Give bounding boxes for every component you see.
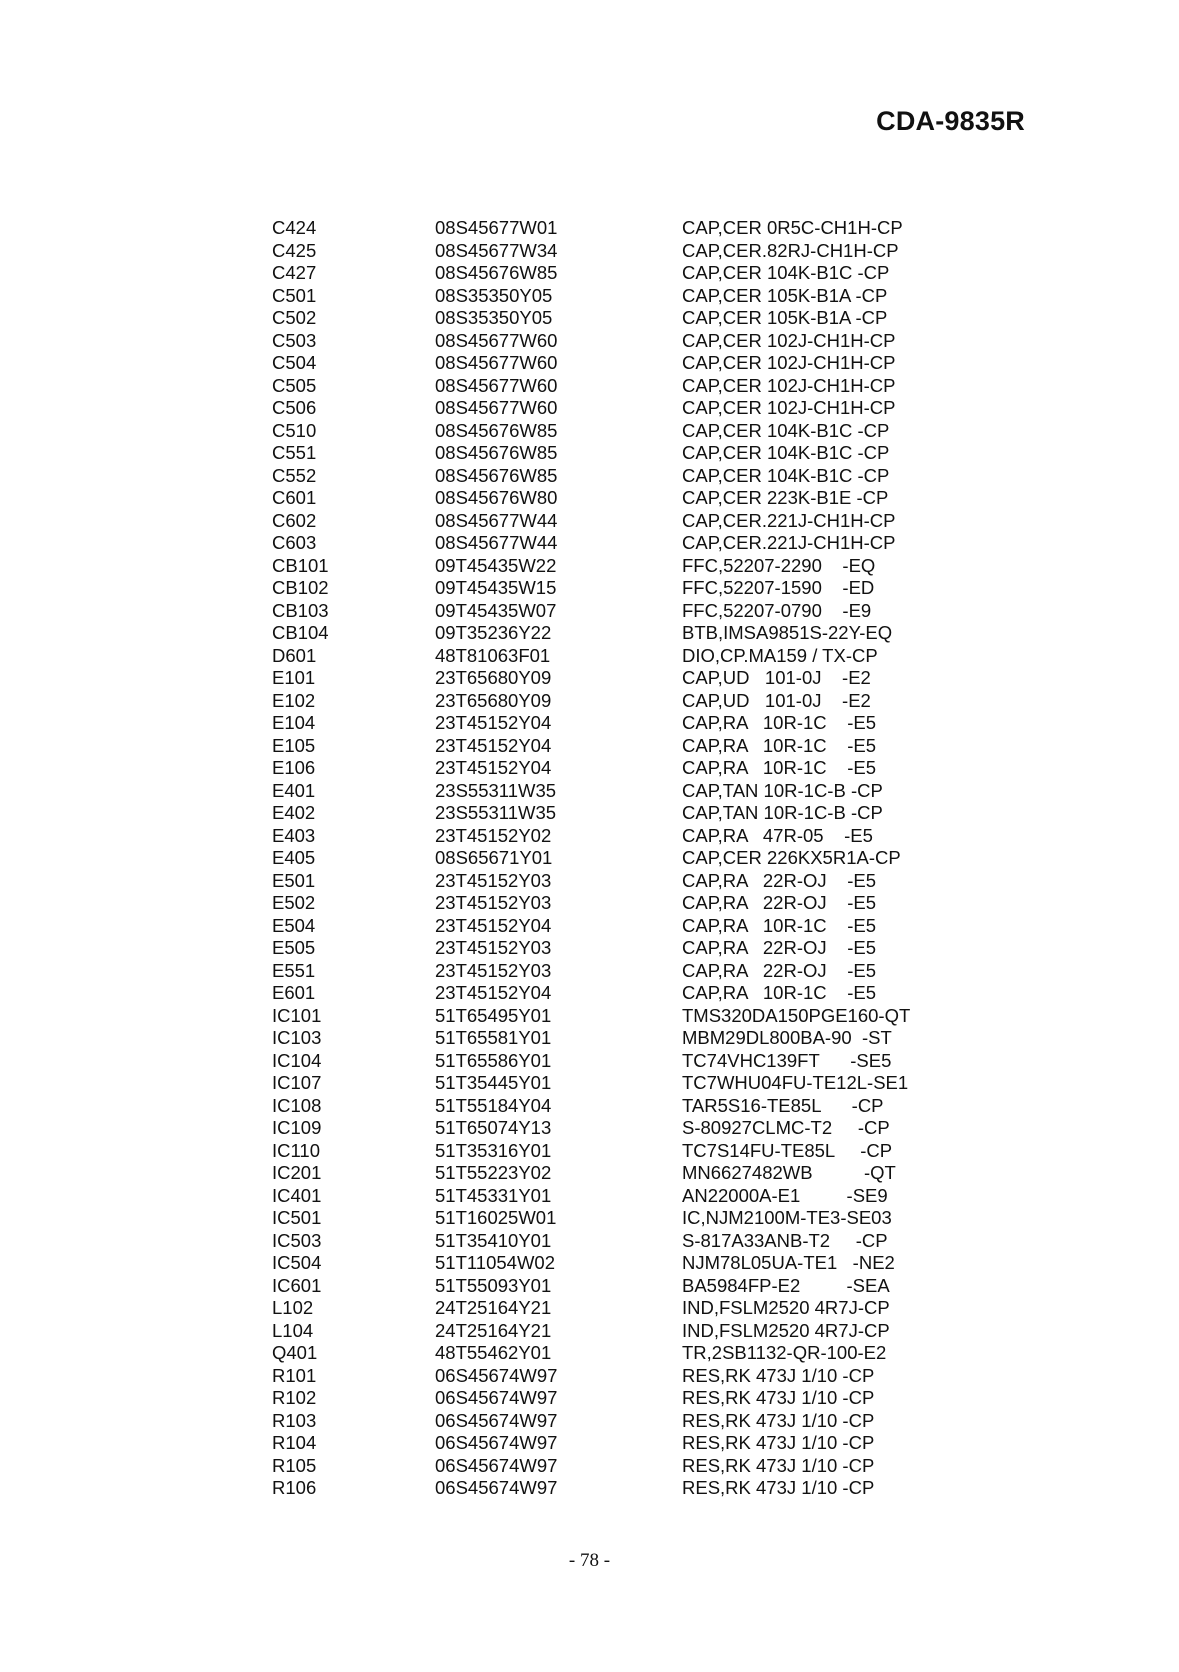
ref-designator: E105 [272, 734, 316, 756]
part-number: 23S55311W35 [435, 802, 557, 823]
part-description: S-817A33ANB-T2 -CP [682, 1229, 888, 1251]
parts-row [272, 847, 952, 870]
ref-designator: IC110 [272, 1139, 320, 1161]
parts-row [272, 1072, 952, 1095]
part-number: 08S45677W44 [435, 509, 558, 531]
ref-designator: IC107 [272, 1072, 322, 1093]
part-number: 51T11054W02 [435, 1252, 555, 1273]
ref-designator: IC104 [272, 1049, 322, 1071]
ref-designator: C510 [272, 419, 317, 441]
part-description: AN22000A-E1 -SE9 [682, 1184, 888, 1206]
part-description: DIO,CP.MA159 / TX-CP [682, 644, 878, 666]
part-number: 08S45676W85 [435, 419, 558, 441]
part-number: 09T45435W15 [435, 577, 557, 598]
part-number: 08S45677W60 [435, 352, 558, 373]
ref-designator: E104 [272, 712, 316, 733]
parts-row [272, 577, 952, 600]
ref-designator: C501 [272, 284, 317, 306]
part-number: 51T55184Y04 [435, 1094, 552, 1116]
part-number: 24T25164Y21 [435, 1297, 552, 1318]
part-number: 51T35445Y01 [435, 1072, 552, 1093]
parts-row [272, 1342, 952, 1365]
page-number: - 78 - [568, 1550, 611, 1571]
ref-designator: C504 [272, 352, 317, 373]
ref-designator: IC201 [272, 1162, 322, 1183]
parts-row [272, 870, 952, 893]
part-number: 23T45152Y04 [435, 757, 552, 778]
parts-list [272, 217, 952, 1500]
part-description: CAP,RA 10R-1C -E5 [682, 734, 876, 756]
ref-designator: E405 [272, 847, 316, 868]
part-description: MBM29DL800BA-90 -ST [682, 1027, 892, 1048]
part-description: TC7WHU04FU-TE12L-SE1 [682, 1072, 909, 1093]
ref-designator: C551 [272, 442, 317, 463]
parts-row [272, 555, 952, 578]
part-description: CAP,RA 10R-1C -E5 [682, 712, 876, 733]
part-number: 06S45674W97 [435, 1432, 558, 1453]
ref-designator: C505 [272, 374, 317, 396]
parts-row [272, 307, 952, 330]
ref-designator: C602 [272, 509, 317, 531]
part-number: 23T65680Y09 [435, 667, 552, 688]
part-number: 48T55462Y01 [435, 1342, 552, 1363]
parts-row [272, 1005, 952, 1028]
parts-row [272, 712, 952, 735]
part-description: RES,RK 473J 1/10 -CP [682, 1454, 875, 1476]
parts-row [272, 937, 952, 960]
part-description: IND,FSLM2520 4R7J-CP [682, 1297, 890, 1318]
part-description: CAP,UD 101-0J -E2 [682, 689, 871, 711]
part-number: 06S45674W97 [435, 1364, 558, 1386]
part-number: 06S45674W97 [435, 1477, 558, 1498]
part-description: TC7S14FU-TE85L -CP [682, 1139, 893, 1161]
parts-row [272, 262, 952, 285]
part-number: 08S45677W60 [435, 329, 558, 351]
parts-row [272, 757, 952, 780]
parts-row [272, 735, 952, 758]
part-description: RES,RK 473J 1/10 -CP [682, 1387, 875, 1408]
ref-designator: E101 [272, 667, 316, 688]
part-description: CAP,CER 104K-B1C -CP [682, 262, 890, 283]
ref-designator: E402 [272, 802, 316, 823]
parts-row [272, 285, 952, 308]
part-description: RES,RK 473J 1/10 -CP [682, 1364, 875, 1386]
part-number: 24T25164Y21 [435, 1319, 552, 1341]
ref-designator: E102 [272, 689, 316, 711]
parts-row [272, 240, 952, 263]
parts-row [272, 487, 952, 510]
parts-row [272, 1455, 952, 1478]
part-description: BTB,IMSA9851S-22Y-EQ [682, 622, 893, 643]
part-description: CAP,RA 10R-1C -E5 [682, 982, 876, 1003]
parts-row [272, 1432, 952, 1455]
part-description: CAP,CER 226KX5R1A-CP [682, 847, 901, 868]
part-description: CAP,CER.221J-CH1H-CP [682, 532, 896, 553]
part-description: CAP,RA 10R-1C -E5 [682, 757, 876, 778]
part-description: NJM78L05UA-TE1 -NE2 [682, 1252, 895, 1273]
ref-designator: R103 [272, 1409, 317, 1431]
part-number: 23T45152Y04 [435, 982, 552, 1003]
part-description: MN6627482WB -QT [682, 1162, 896, 1183]
parts-row [272, 397, 952, 420]
parts-row [272, 915, 952, 938]
parts-row [272, 1117, 952, 1140]
part-description: CAP,TAN 10R-1C-B -CP [682, 802, 883, 823]
parts-row [272, 1297, 952, 1320]
parts-row [272, 1140, 952, 1163]
ref-designator: E551 [272, 959, 316, 981]
part-description: TC74VHC139FT -SE5 [682, 1049, 892, 1071]
part-number: 51T55223Y02 [435, 1162, 552, 1183]
part-number: 09T45435W22 [435, 554, 557, 576]
part-description: CAP,CER 0R5C-CH1H-CP [682, 217, 903, 238]
parts-row [272, 1252, 952, 1275]
part-number: 48T81063F01 [435, 644, 551, 666]
model-title: CDA-9835R [876, 106, 1025, 136]
part-number: 23T45152Y02 [435, 824, 552, 846]
part-description: CAP,RA 47R-05 -E5 [682, 824, 873, 846]
part-number: 23T45152Y03 [435, 869, 552, 891]
part-number: 08S45676W85 [435, 262, 558, 283]
part-number: 09T35236Y22 [435, 622, 552, 643]
ref-designator: R105 [272, 1454, 317, 1476]
ref-designator: CB103 [272, 599, 329, 621]
ref-designator: CB102 [272, 577, 329, 598]
parts-row [272, 1275, 952, 1298]
part-number: 09T45435W07 [435, 599, 557, 621]
part-number: 23T45152Y04 [435, 734, 552, 756]
part-number: 23T45152Y03 [435, 959, 552, 981]
part-number: 08S45677W60 [435, 397, 558, 418]
parts-row [272, 1207, 952, 1230]
part-description: CAP,CER 102J-CH1H-CP [682, 352, 896, 373]
ref-designator: R101 [272, 1364, 317, 1386]
parts-row [272, 1095, 952, 1118]
part-description: S-80927CLMC-T2 -CP [682, 1117, 890, 1138]
part-description: CAP,UD 101-0J -E2 [682, 667, 871, 688]
parts-row [272, 1477, 952, 1500]
part-number: 51T65581Y01 [435, 1027, 552, 1048]
part-description: IND,FSLM2520 4R7J-CP [682, 1319, 890, 1341]
parts-row [272, 532, 952, 555]
ref-designator: C424 [272, 217, 317, 238]
parts-row [272, 1230, 952, 1253]
ref-designator: E504 [272, 914, 316, 936]
part-number: 06S45674W97 [435, 1409, 558, 1431]
part-description: RES,RK 473J 1/10 -CP [682, 1432, 875, 1453]
ref-designator: C502 [272, 307, 317, 328]
part-description: TAR5S16-TE85L -CP [682, 1094, 884, 1116]
part-description: CAP,CER 105K-B1A -CP [682, 307, 888, 328]
parts-row [272, 645, 952, 668]
ref-designator: E401 [272, 779, 316, 801]
ref-designator: C552 [272, 464, 317, 486]
part-number: 51T65495Y01 [435, 1004, 552, 1026]
ref-designator: CB101 [272, 554, 329, 576]
part-description: CAP,CER 102J-CH1H-CP [682, 329, 896, 351]
part-description: CAP,CER.221J-CH1H-CP [682, 509, 896, 531]
part-description: RES,RK 473J 1/10 -CP [682, 1477, 875, 1498]
part-description: CAP,CER 223K-B1E -CP [682, 487, 889, 508]
part-description: CAP,TAN 10R-1C-B -CP [682, 779, 883, 801]
parts-row [272, 1320, 952, 1343]
parts-row [272, 1365, 952, 1388]
part-description: CAP,CER 105K-B1A -CP [682, 284, 888, 306]
part-number: 51T55093Y01 [435, 1274, 552, 1296]
parts-row [272, 352, 952, 375]
part-description: CAP,CER 102J-CH1H-CP [682, 374, 896, 396]
part-description: TR,2SB1132-QR-100-E2 [682, 1342, 887, 1363]
part-description: CAP,RA 10R-1C -E5 [682, 914, 876, 936]
part-description: CAP,RA 22R-OJ -E5 [682, 869, 876, 891]
part-description: CAP,CER 102J-CH1H-CP [682, 397, 896, 418]
part-description: FFC,52207-1590 -ED [682, 577, 875, 598]
parts-row [272, 1387, 952, 1410]
part-number: 51T45331Y01 [435, 1184, 552, 1206]
ref-designator: Q401 [272, 1342, 318, 1363]
part-number: 23T45152Y03 [435, 937, 552, 958]
parts-row [272, 1162, 952, 1185]
parts-row [272, 1027, 952, 1050]
ref-designator: IC103 [272, 1027, 322, 1048]
parts-row [272, 600, 952, 623]
parts-row [272, 465, 952, 488]
part-description: FFC,52207-2290 -EQ [682, 554, 876, 576]
part-number: 51T65074Y13 [435, 1117, 552, 1138]
part-number: 08S45677W34 [435, 239, 558, 261]
part-description: CAP,RA 22R-OJ -E5 [682, 892, 876, 913]
parts-row [272, 510, 952, 533]
parts-row [272, 780, 952, 803]
part-number: 08S45677W44 [435, 532, 558, 553]
parts-row [272, 1185, 952, 1208]
part-number: 23T45152Y04 [435, 712, 552, 733]
ref-designator: CB104 [272, 622, 329, 643]
ref-designator: IC503 [272, 1229, 322, 1251]
ref-designator: C506 [272, 397, 317, 418]
ref-designator: C503 [272, 329, 317, 351]
ref-designator: E505 [272, 937, 316, 958]
part-description: CAP,RA 22R-OJ -E5 [682, 959, 876, 981]
part-number: 51T16025W01 [435, 1207, 557, 1228]
ref-designator: IC504 [272, 1252, 322, 1273]
part-number: 08S45676W80 [435, 487, 558, 508]
part-number: 08S35350Y05 [435, 284, 553, 306]
parts-row [272, 217, 952, 240]
ref-designator: L104 [272, 1319, 314, 1341]
ref-designator: E502 [272, 892, 316, 913]
part-number: 08S45676W85 [435, 442, 558, 463]
parts-row [272, 375, 952, 398]
part-number: 08S45677W01 [435, 217, 558, 238]
part-description: CAP,CER 104K-B1C -CP [682, 442, 890, 463]
part-description: CAP,CER 104K-B1C -CP [682, 419, 890, 441]
parts-row [272, 825, 952, 848]
parts-row [272, 442, 952, 465]
ref-designator: IC108 [272, 1094, 322, 1116]
ref-designator: IC601 [272, 1274, 322, 1296]
ref-designator: C427 [272, 262, 317, 283]
part-number: 23T45152Y03 [435, 892, 552, 913]
ref-designator: C425 [272, 239, 317, 261]
ref-designator: E501 [272, 869, 316, 891]
part-description: RES,RK 473J 1/10 -CP [682, 1409, 875, 1431]
part-number: 51T35410Y01 [435, 1229, 552, 1251]
part-number: 08S45677W60 [435, 374, 558, 396]
part-description: IC,NJM2100M-TE3-SE03 [682, 1207, 892, 1228]
ref-designator: IC101 [272, 1004, 322, 1026]
parts-row [272, 960, 952, 983]
part-number: 23T65680Y09 [435, 689, 552, 711]
parts-row [272, 690, 952, 713]
part-number: 51T65586Y01 [435, 1049, 552, 1071]
parts-row [272, 802, 952, 825]
part-number: 06S45674W97 [435, 1387, 558, 1408]
parts-row [272, 982, 952, 1005]
part-number: 23S55311W35 [435, 779, 557, 801]
part-description: CAP,CER 104K-B1C -CP [682, 464, 890, 486]
part-description: CAP,RA 22R-OJ -E5 [682, 937, 876, 958]
ref-designator: L102 [272, 1297, 314, 1318]
part-description: BA5984FP-E2 -SEA [682, 1274, 890, 1296]
ref-designator: R104 [272, 1432, 317, 1453]
part-number: 08S45676W85 [435, 464, 558, 486]
parts-row [272, 1410, 952, 1433]
ref-designator: C603 [272, 532, 317, 553]
parts-row [272, 1050, 952, 1073]
ref-designator: IC401 [272, 1184, 322, 1206]
parts-row [272, 622, 952, 645]
ref-designator: E106 [272, 757, 316, 778]
parts-row [272, 892, 952, 915]
parts-row [272, 420, 952, 443]
part-description: TMS320DA150PGE160-QT [682, 1004, 911, 1026]
part-number: 23T45152Y04 [435, 914, 552, 936]
ref-designator: IC501 [272, 1207, 322, 1228]
parts-row [272, 667, 952, 690]
part-number: 06S45674W97 [435, 1454, 558, 1476]
ref-designator: E403 [272, 824, 316, 846]
ref-designator: E601 [272, 982, 316, 1003]
ref-designator: D601 [272, 644, 317, 666]
part-number: 08S65671Y01 [435, 847, 553, 868]
ref-designator: R102 [272, 1387, 317, 1408]
parts-row [272, 330, 952, 353]
ref-designator: R106 [272, 1477, 317, 1498]
ref-designator: IC109 [272, 1117, 322, 1138]
part-description: CAP,CER.82RJ-CH1H-CP [682, 239, 899, 261]
part-description: FFC,52207-0790 -E9 [682, 599, 872, 621]
part-number: 08S35350Y05 [435, 307, 553, 328]
part-number: 51T35316Y01 [435, 1139, 552, 1161]
ref-designator: C601 [272, 487, 317, 508]
